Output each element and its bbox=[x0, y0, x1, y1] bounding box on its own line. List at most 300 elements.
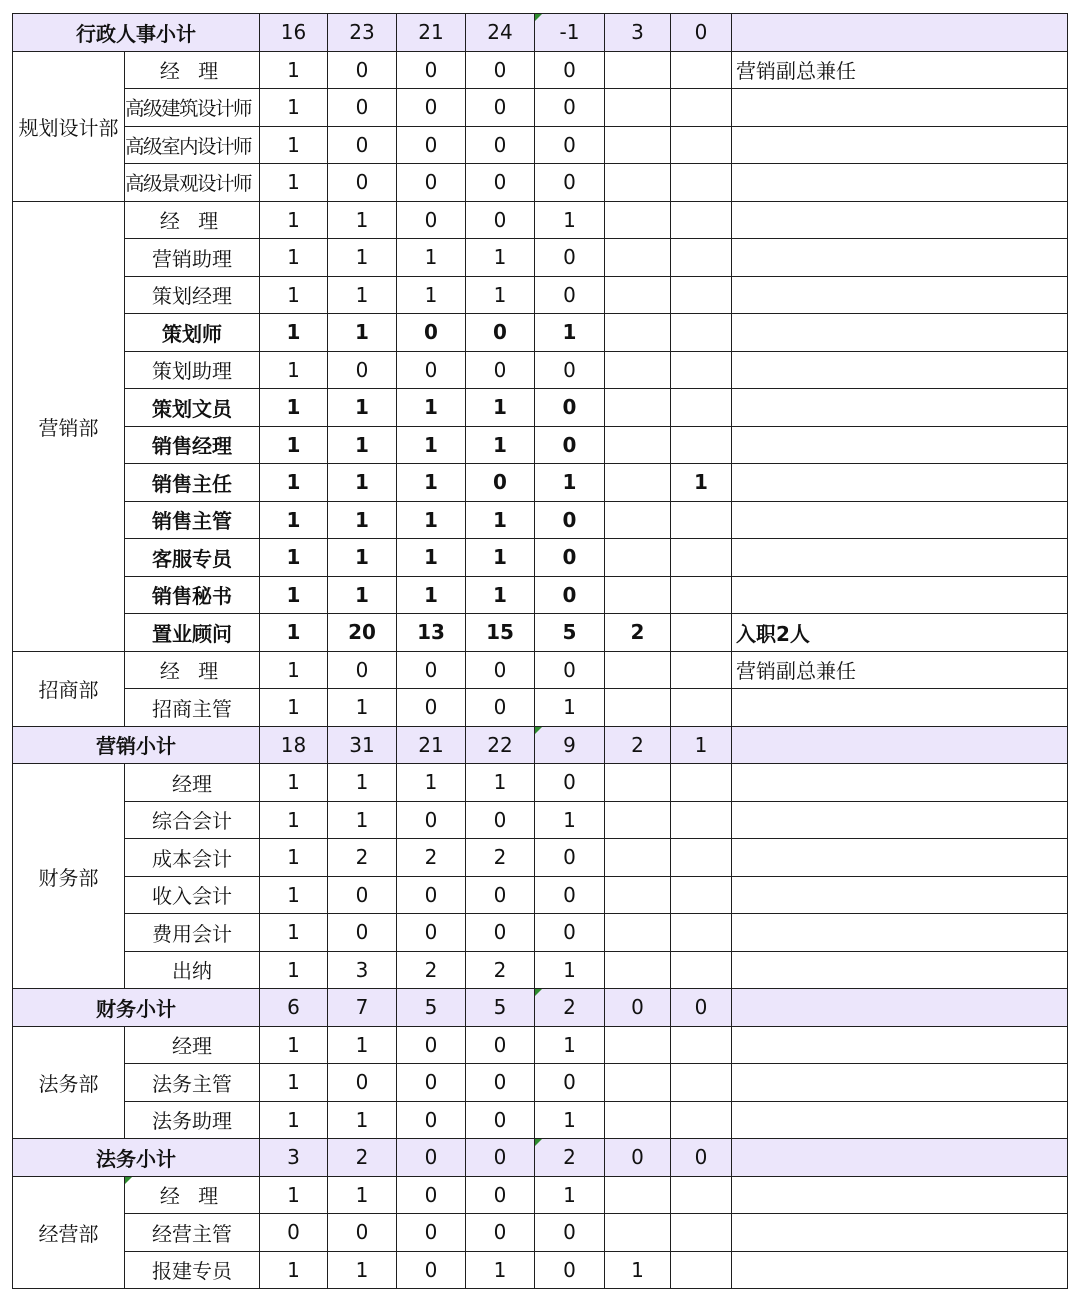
note-cell[interactable]: 营销副总兼任 bbox=[732, 51, 1068, 89]
value-cell[interactable] bbox=[535, 14, 605, 52]
value-cell[interactable] bbox=[328, 539, 397, 577]
value-cell[interactable] bbox=[328, 1101, 397, 1139]
value-cell[interactable] bbox=[671, 1251, 732, 1289]
position-cell[interactable] bbox=[125, 1176, 260, 1214]
value-cell[interactable] bbox=[260, 389, 328, 427]
value-cell[interactable] bbox=[535, 276, 605, 314]
value-cell[interactable] bbox=[605, 389, 671, 427]
value-cell[interactable] bbox=[535, 164, 605, 202]
value-cell[interactable] bbox=[328, 314, 397, 352]
value-cell[interactable] bbox=[605, 539, 671, 577]
note-cell[interactable] bbox=[732, 1214, 1068, 1252]
value-cell[interactable] bbox=[328, 501, 397, 539]
note-cell[interactable] bbox=[732, 1176, 1068, 1214]
position-cell[interactable] bbox=[125, 1101, 260, 1139]
position-cell[interactable] bbox=[125, 1064, 260, 1102]
position-cell[interactable] bbox=[125, 314, 260, 352]
value-cell[interactable] bbox=[466, 764, 535, 802]
position-cell[interactable] bbox=[125, 1214, 260, 1252]
position-cell[interactable] bbox=[125, 1026, 260, 1064]
value-cell[interactable] bbox=[466, 1101, 535, 1139]
value-cell[interactable] bbox=[397, 1139, 466, 1177]
value-cell[interactable] bbox=[328, 651, 397, 689]
value-cell[interactable] bbox=[535, 951, 605, 989]
value-cell[interactable] bbox=[466, 164, 535, 202]
value-cell[interactable] bbox=[397, 651, 466, 689]
value-cell[interactable] bbox=[328, 839, 397, 877]
value-cell[interactable] bbox=[535, 501, 605, 539]
position-cell[interactable] bbox=[125, 539, 260, 577]
position-cell[interactable] bbox=[125, 764, 260, 802]
value-cell[interactable] bbox=[328, 801, 397, 839]
value-cell[interactable] bbox=[671, 276, 732, 314]
value-cell[interactable] bbox=[605, 276, 671, 314]
note-cell[interactable] bbox=[732, 1139, 1068, 1177]
value-cell[interactable] bbox=[671, 764, 732, 802]
value-cell[interactable] bbox=[671, 164, 732, 202]
value-cell[interactable] bbox=[397, 239, 466, 277]
value-cell[interactable] bbox=[466, 1214, 535, 1252]
note-cell[interactable] bbox=[732, 501, 1068, 539]
value-cell[interactable] bbox=[535, 576, 605, 614]
value-cell[interactable] bbox=[397, 876, 466, 914]
value-cell[interactable] bbox=[671, 1139, 732, 1177]
value-cell[interactable] bbox=[535, 801, 605, 839]
value-cell[interactable] bbox=[397, 464, 466, 502]
position-cell[interactable] bbox=[125, 126, 260, 164]
value-cell[interactable] bbox=[260, 1251, 328, 1289]
value-cell[interactable] bbox=[671, 314, 732, 352]
note-cell[interactable] bbox=[732, 464, 1068, 502]
value-cell[interactable] bbox=[535, 1139, 605, 1177]
value-cell[interactable] bbox=[328, 876, 397, 914]
value-cell[interactable] bbox=[260, 689, 328, 727]
value-cell[interactable] bbox=[466, 651, 535, 689]
value-cell[interactable] bbox=[535, 914, 605, 952]
note-cell[interactable] bbox=[732, 764, 1068, 802]
value-cell[interactable] bbox=[535, 539, 605, 577]
value-cell[interactable] bbox=[535, 464, 605, 502]
value-cell[interactable] bbox=[466, 689, 535, 727]
note-cell[interactable] bbox=[732, 914, 1068, 952]
value-cell[interactable] bbox=[328, 1214, 397, 1252]
value-cell[interactable] bbox=[671, 689, 732, 727]
value-cell[interactable] bbox=[605, 1251, 671, 1289]
note-cell[interactable] bbox=[732, 1251, 1068, 1289]
value-cell[interactable] bbox=[671, 801, 732, 839]
value-cell[interactable] bbox=[535, 1214, 605, 1252]
value-cell[interactable] bbox=[466, 239, 535, 277]
value-cell[interactable] bbox=[397, 689, 466, 727]
value-cell[interactable] bbox=[605, 839, 671, 877]
value-cell[interactable] bbox=[671, 1176, 732, 1214]
value-cell[interactable] bbox=[260, 539, 328, 577]
value-cell[interactable] bbox=[260, 726, 328, 764]
position-cell[interactable] bbox=[125, 351, 260, 389]
value-cell[interactable] bbox=[328, 164, 397, 202]
value-cell[interactable] bbox=[671, 876, 732, 914]
value-cell[interactable] bbox=[466, 126, 535, 164]
value-cell[interactable] bbox=[397, 164, 466, 202]
value-cell[interactable] bbox=[328, 764, 397, 802]
value-cell[interactable] bbox=[328, 14, 397, 52]
value-cell[interactable] bbox=[328, 951, 397, 989]
position-cell[interactable] bbox=[125, 464, 260, 502]
position-cell[interactable] bbox=[125, 689, 260, 727]
note-cell[interactable] bbox=[732, 989, 1068, 1027]
note-cell[interactable] bbox=[732, 726, 1068, 764]
note-cell[interactable] bbox=[732, 164, 1068, 202]
value-cell[interactable] bbox=[260, 164, 328, 202]
value-cell[interactable] bbox=[605, 89, 671, 127]
value-cell[interactable] bbox=[605, 201, 671, 239]
position-cell[interactable] bbox=[125, 839, 260, 877]
value-cell[interactable] bbox=[535, 426, 605, 464]
value-cell[interactable] bbox=[671, 201, 732, 239]
value-cell[interactable] bbox=[671, 614, 732, 652]
value-cell[interactable] bbox=[260, 51, 328, 89]
value-cell[interactable] bbox=[397, 351, 466, 389]
value-cell[interactable] bbox=[328, 614, 397, 652]
value-cell[interactable] bbox=[260, 951, 328, 989]
value-cell[interactable] bbox=[260, 276, 328, 314]
value-cell[interactable] bbox=[260, 239, 328, 277]
value-cell[interactable] bbox=[397, 1214, 466, 1252]
value-cell[interactable] bbox=[535, 651, 605, 689]
value-cell[interactable] bbox=[397, 126, 466, 164]
value-cell[interactable] bbox=[671, 1101, 732, 1139]
value-cell[interactable] bbox=[605, 689, 671, 727]
value-cell[interactable] bbox=[671, 14, 732, 52]
value-cell[interactable] bbox=[397, 389, 466, 427]
position-cell[interactable] bbox=[125, 876, 260, 914]
value-cell[interactable] bbox=[260, 989, 328, 1027]
value-cell[interactable] bbox=[535, 1101, 605, 1139]
note-cell[interactable] bbox=[732, 389, 1068, 427]
value-cell[interactable] bbox=[397, 764, 466, 802]
value-cell[interactable] bbox=[605, 914, 671, 952]
value-cell[interactable] bbox=[397, 951, 466, 989]
note-cell[interactable] bbox=[732, 426, 1068, 464]
value-cell[interactable] bbox=[397, 276, 466, 314]
value-cell[interactable] bbox=[535, 126, 605, 164]
value-cell[interactable] bbox=[397, 576, 466, 614]
position-cell[interactable] bbox=[125, 389, 260, 427]
value-cell[interactable] bbox=[535, 1064, 605, 1102]
value-cell[interactable] bbox=[535, 201, 605, 239]
note-cell[interactable] bbox=[732, 576, 1068, 614]
department-cell[interactable]: 营销部 bbox=[13, 201, 125, 651]
value-cell[interactable] bbox=[260, 201, 328, 239]
value-cell[interactable] bbox=[671, 51, 732, 89]
value-cell[interactable] bbox=[535, 764, 605, 802]
value-cell[interactable] bbox=[260, 764, 328, 802]
value-cell[interactable] bbox=[466, 501, 535, 539]
position-cell[interactable] bbox=[125, 276, 260, 314]
value-cell[interactable] bbox=[605, 1064, 671, 1102]
position-cell[interactable] bbox=[125, 51, 260, 89]
value-cell[interactable] bbox=[466, 314, 535, 352]
value-cell[interactable] bbox=[535, 1251, 605, 1289]
position-cell[interactable] bbox=[125, 801, 260, 839]
value-cell[interactable] bbox=[605, 726, 671, 764]
note-cell[interactable] bbox=[732, 1064, 1068, 1102]
value-cell[interactable] bbox=[671, 1214, 732, 1252]
value-cell[interactable] bbox=[466, 1026, 535, 1064]
value-cell[interactable] bbox=[605, 651, 671, 689]
value-cell[interactable] bbox=[671, 1026, 732, 1064]
position-cell[interactable] bbox=[125, 239, 260, 277]
value-cell[interactable] bbox=[605, 14, 671, 52]
value-cell[interactable] bbox=[466, 951, 535, 989]
value-cell[interactable] bbox=[397, 426, 466, 464]
value-cell[interactable] bbox=[605, 989, 671, 1027]
value-cell[interactable] bbox=[466, 426, 535, 464]
value-cell[interactable] bbox=[535, 689, 605, 727]
value-cell[interactable] bbox=[535, 351, 605, 389]
value-cell[interactable] bbox=[260, 876, 328, 914]
value-cell[interactable] bbox=[328, 989, 397, 1027]
value-cell[interactable] bbox=[466, 89, 535, 127]
position-cell[interactable] bbox=[125, 501, 260, 539]
value-cell[interactable] bbox=[328, 1064, 397, 1102]
value-cell[interactable] bbox=[328, 89, 397, 127]
value-cell[interactable] bbox=[328, 576, 397, 614]
value-cell[interactable] bbox=[397, 1064, 466, 1102]
value-cell[interactable] bbox=[260, 1101, 328, 1139]
value-cell[interactable] bbox=[671, 951, 732, 989]
value-cell[interactable] bbox=[328, 201, 397, 239]
position-cell[interactable] bbox=[125, 576, 260, 614]
value-cell[interactable] bbox=[397, 51, 466, 89]
note-cell[interactable] bbox=[732, 539, 1068, 577]
value-cell[interactable] bbox=[671, 351, 732, 389]
note-cell[interactable]: 入职2人 bbox=[732, 614, 1068, 652]
subtotal-label[interactable]: 法务小计 bbox=[13, 1139, 260, 1177]
value-cell[interactable] bbox=[466, 276, 535, 314]
value-cell[interactable] bbox=[535, 876, 605, 914]
value-cell[interactable] bbox=[328, 51, 397, 89]
value-cell[interactable] bbox=[260, 801, 328, 839]
value-cell[interactable] bbox=[535, 89, 605, 127]
department-cell[interactable]: 经营部 bbox=[13, 1176, 125, 1289]
position-cell[interactable] bbox=[125, 614, 260, 652]
value-cell[interactable] bbox=[605, 1101, 671, 1139]
value-cell[interactable] bbox=[605, 464, 671, 502]
value-cell[interactable] bbox=[671, 989, 732, 1027]
note-cell[interactable] bbox=[732, 276, 1068, 314]
value-cell[interactable] bbox=[397, 501, 466, 539]
value-cell[interactable] bbox=[328, 1026, 397, 1064]
value-cell[interactable] bbox=[466, 51, 535, 89]
note-cell[interactable] bbox=[732, 689, 1068, 727]
value-cell[interactable] bbox=[671, 914, 732, 952]
value-cell[interactable] bbox=[671, 539, 732, 577]
value-cell[interactable] bbox=[328, 351, 397, 389]
value-cell[interactable] bbox=[671, 651, 732, 689]
value-cell[interactable] bbox=[535, 839, 605, 877]
value-cell[interactable] bbox=[466, 726, 535, 764]
value-cell[interactable] bbox=[466, 989, 535, 1027]
note-cell[interactable] bbox=[732, 14, 1068, 52]
value-cell[interactable] bbox=[328, 726, 397, 764]
position-cell[interactable] bbox=[125, 201, 260, 239]
value-cell[interactable] bbox=[328, 276, 397, 314]
value-cell[interactable] bbox=[328, 126, 397, 164]
value-cell[interactable] bbox=[671, 389, 732, 427]
value-cell[interactable] bbox=[466, 576, 535, 614]
value-cell[interactable] bbox=[397, 1026, 466, 1064]
value-cell[interactable] bbox=[260, 576, 328, 614]
value-cell[interactable] bbox=[605, 614, 671, 652]
department-cell[interactable]: 规划设计部 bbox=[13, 51, 125, 201]
note-cell[interactable] bbox=[732, 1101, 1068, 1139]
value-cell[interactable] bbox=[260, 501, 328, 539]
value-cell[interactable] bbox=[397, 1251, 466, 1289]
value-cell[interactable] bbox=[328, 1176, 397, 1214]
value-cell[interactable] bbox=[466, 201, 535, 239]
note-cell[interactable] bbox=[732, 876, 1068, 914]
note-cell[interactable] bbox=[732, 839, 1068, 877]
value-cell[interactable] bbox=[260, 351, 328, 389]
value-cell[interactable] bbox=[397, 539, 466, 577]
value-cell[interactable] bbox=[466, 539, 535, 577]
position-cell[interactable] bbox=[125, 651, 260, 689]
value-cell[interactable] bbox=[605, 1214, 671, 1252]
value-cell[interactable] bbox=[671, 426, 732, 464]
position-cell[interactable] bbox=[125, 951, 260, 989]
value-cell[interactable] bbox=[605, 239, 671, 277]
value-cell[interactable] bbox=[260, 1026, 328, 1064]
value-cell[interactable] bbox=[260, 89, 328, 127]
value-cell[interactable] bbox=[466, 1139, 535, 1177]
value-cell[interactable] bbox=[397, 726, 466, 764]
note-cell[interactable] bbox=[732, 239, 1068, 277]
value-cell[interactable] bbox=[535, 389, 605, 427]
value-cell[interactable] bbox=[535, 726, 605, 764]
value-cell[interactable] bbox=[605, 1026, 671, 1064]
value-cell[interactable] bbox=[260, 126, 328, 164]
value-cell[interactable] bbox=[466, 914, 535, 952]
value-cell[interactable] bbox=[397, 989, 466, 1027]
value-cell[interactable] bbox=[671, 726, 732, 764]
value-cell[interactable] bbox=[260, 314, 328, 352]
note-cell[interactable] bbox=[732, 314, 1068, 352]
subtotal-label[interactable]: 营销小计 bbox=[13, 726, 260, 764]
value-cell[interactable] bbox=[466, 14, 535, 52]
value-cell[interactable] bbox=[328, 389, 397, 427]
subtotal-label[interactable]: 行政人事小计 bbox=[13, 14, 260, 52]
value-cell[interactable] bbox=[466, 1251, 535, 1289]
note-cell[interactable]: 营销副总兼任 bbox=[732, 651, 1068, 689]
department-cell[interactable]: 法务部 bbox=[13, 1026, 125, 1139]
value-cell[interactable] bbox=[466, 614, 535, 652]
value-cell[interactable] bbox=[328, 464, 397, 502]
value-cell[interactable] bbox=[535, 1026, 605, 1064]
value-cell[interactable] bbox=[466, 876, 535, 914]
value-cell[interactable] bbox=[466, 801, 535, 839]
value-cell[interactable] bbox=[535, 614, 605, 652]
value-cell[interactable] bbox=[260, 14, 328, 52]
value-cell[interactable] bbox=[671, 576, 732, 614]
position-cell[interactable] bbox=[125, 914, 260, 952]
position-cell[interactable] bbox=[125, 89, 260, 127]
value-cell[interactable] bbox=[397, 201, 466, 239]
value-cell[interactable] bbox=[671, 1064, 732, 1102]
value-cell[interactable] bbox=[328, 239, 397, 277]
value-cell[interactable] bbox=[671, 501, 732, 539]
value-cell[interactable] bbox=[466, 1176, 535, 1214]
subtotal-label[interactable]: 财务小计 bbox=[13, 989, 260, 1027]
department-cell[interactable]: 招商部 bbox=[13, 651, 125, 726]
value-cell[interactable] bbox=[397, 839, 466, 877]
position-cell[interactable] bbox=[125, 1251, 260, 1289]
note-cell[interactable] bbox=[732, 801, 1068, 839]
value-cell[interactable] bbox=[605, 126, 671, 164]
value-cell[interactable] bbox=[671, 239, 732, 277]
value-cell[interactable] bbox=[535, 314, 605, 352]
value-cell[interactable] bbox=[397, 614, 466, 652]
value-cell[interactable] bbox=[328, 1139, 397, 1177]
value-cell[interactable] bbox=[260, 426, 328, 464]
value-cell[interactable] bbox=[328, 426, 397, 464]
value-cell[interactable] bbox=[466, 351, 535, 389]
value-cell[interactable] bbox=[605, 51, 671, 89]
value-cell[interactable] bbox=[671, 464, 732, 502]
value-cell[interactable] bbox=[535, 1176, 605, 1214]
value-cell[interactable] bbox=[397, 89, 466, 127]
value-cell[interactable] bbox=[605, 801, 671, 839]
position-cell[interactable] bbox=[125, 164, 260, 202]
value-cell[interactable] bbox=[260, 1176, 328, 1214]
value-cell[interactable] bbox=[260, 914, 328, 952]
value-cell[interactable] bbox=[605, 1176, 671, 1214]
value-cell[interactable] bbox=[328, 689, 397, 727]
value-cell[interactable] bbox=[328, 1251, 397, 1289]
value-cell[interactable] bbox=[260, 1139, 328, 1177]
value-cell[interactable] bbox=[671, 839, 732, 877]
value-cell[interactable] bbox=[260, 464, 328, 502]
value-cell[interactable] bbox=[605, 351, 671, 389]
value-cell[interactable] bbox=[260, 839, 328, 877]
value-cell[interactable] bbox=[535, 51, 605, 89]
value-cell[interactable] bbox=[397, 1101, 466, 1139]
note-cell[interactable] bbox=[732, 1026, 1068, 1064]
note-cell[interactable] bbox=[732, 201, 1068, 239]
note-cell[interactable] bbox=[732, 951, 1068, 989]
value-cell[interactable] bbox=[605, 164, 671, 202]
value-cell[interactable] bbox=[605, 426, 671, 464]
value-cell[interactable] bbox=[260, 1064, 328, 1102]
value-cell[interactable] bbox=[260, 1214, 328, 1252]
note-cell[interactable] bbox=[732, 126, 1068, 164]
value-cell[interactable] bbox=[260, 651, 328, 689]
value-cell[interactable] bbox=[535, 989, 605, 1027]
value-cell[interactable] bbox=[605, 576, 671, 614]
value-cell[interactable] bbox=[260, 614, 328, 652]
position-cell[interactable] bbox=[125, 426, 260, 464]
value-cell[interactable] bbox=[397, 314, 466, 352]
value-cell[interactable] bbox=[466, 464, 535, 502]
value-cell[interactable] bbox=[605, 501, 671, 539]
value-cell[interactable] bbox=[466, 389, 535, 427]
value-cell[interactable] bbox=[605, 951, 671, 989]
value-cell[interactable] bbox=[397, 801, 466, 839]
value-cell[interactable] bbox=[605, 876, 671, 914]
value-cell[interactable] bbox=[397, 14, 466, 52]
value-cell[interactable] bbox=[397, 1176, 466, 1214]
note-cell[interactable] bbox=[732, 351, 1068, 389]
